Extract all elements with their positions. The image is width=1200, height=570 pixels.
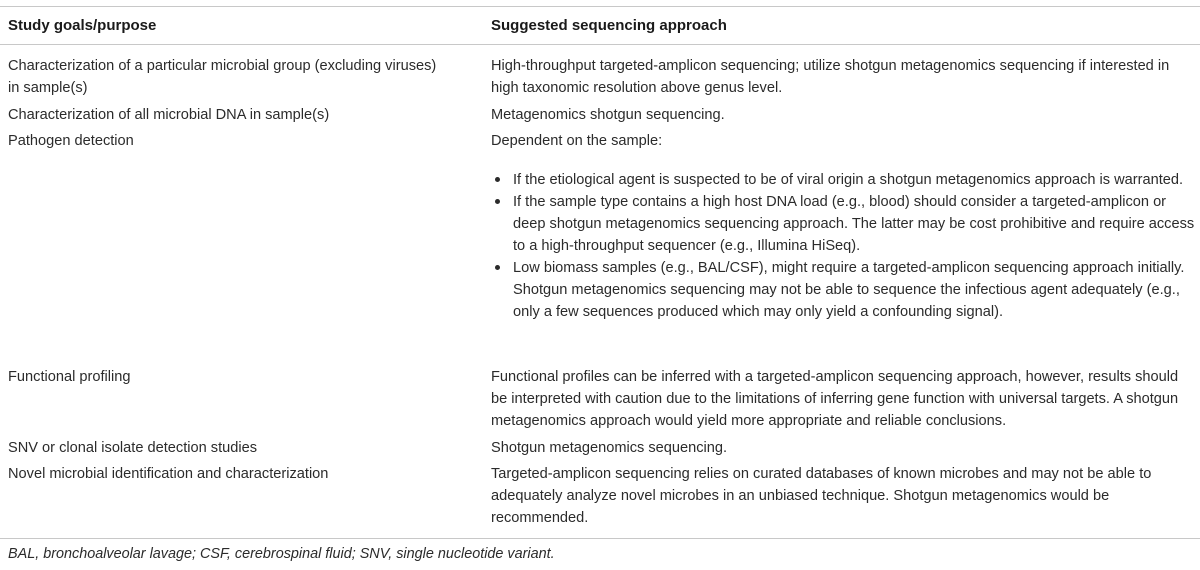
row-goal-novel-microbial: Novel microbial identification and characterization <box>8 466 329 482</box>
bullet-viral-origin: If the etiological agent is suspected to be of viral origin a shotgun metagenomics approach is warranted. <box>513 172 1184 188</box>
table-header-rule <box>0 44 1200 45</box>
table-bottom-rule <box>0 538 1200 539</box>
bullet-icon <box>495 199 500 204</box>
header-suggested-approach: Suggested sequencing approach <box>491 17 727 34</box>
header-study-goals: Study goals/purpose <box>8 17 157 34</box>
row-goal-snv-detection: SNV or clonal isolate detection studies <box>8 440 258 456</box>
row-approach-functional-profiling: Functional profiles can be inferred with a targeted-amplicon sequencing approach, however, results should be interpreted with caution due to the limitations of inferring gene function with universal targets. A shotgun metagenomics approach would yield more appropriate and reliable conclusions. <box>491 369 1179 429</box>
row-approach-snv-detection: Shotgun metagenomics sequencing. <box>491 440 728 456</box>
bullet-host-dna-load: If the sample type contains a high host DNA load (e.g., blood) should consider a targeted-amplicon or deep shotgun metagenomics sequencing approach. The latter may be cost prohibitive and require access to a high-throughput sequencer (e.g., Illumina HiSeq). <box>513 194 1195 254</box>
row-approach-novel-microbial: Targeted-amplicon sequencing relies on curated databases of known microbes and may not be able to adequately analyze novel microbes in an unbiased technique. Shotgun metagenomics would be recommended. <box>491 466 1152 526</box>
row-goal-all-microbial-dna: Characterization of all microbial DNA in sample(s) <box>8 107 330 123</box>
list-item <box>491 191 1196 257</box>
table-footnote: BAL, bronchoalveolar lavage; CSF, cerebrospinal fluid; SNV, single nucleotide variant. <box>8 546 555 562</box>
row-approach-pathogen-detection: Dependent on the sample: <box>491 133 663 149</box>
row-goal-pathogen-detection: Pathogen detection <box>8 133 134 149</box>
row-goal-microbial-group: Characterization of a particular microbial group (excluding viruses) in sample(s) <box>8 58 437 96</box>
row-approach-microbial-group: High-throughput targeted-amplicon sequencing; utilize shotgun metagenomics sequencing if interested in high taxonomic resolution above genus level. <box>491 58 1170 96</box>
list-item <box>491 169 1196 191</box>
list-item <box>491 257 1196 323</box>
bullet-low-biomass: Low biomass samples (e.g., BAL/CSF), might require a targeted-amplicon sequencing approach initially. Shotgun metagenomics sequencing may not be able to sequence the infectious agent adequately (e.g., only a few sequences produced which may only yield a confounding signal). <box>513 260 1185 320</box>
row-approach-all-microbial-dna: Metagenomics shotgun sequencing. <box>491 107 725 123</box>
pathogen-bullet-list <box>491 169 1196 323</box>
row-goal-functional-profiling: Functional profiling <box>8 369 131 385</box>
bullet-icon <box>495 177 500 182</box>
bullet-icon <box>495 265 500 270</box>
table-top-rule <box>0 6 1200 7</box>
